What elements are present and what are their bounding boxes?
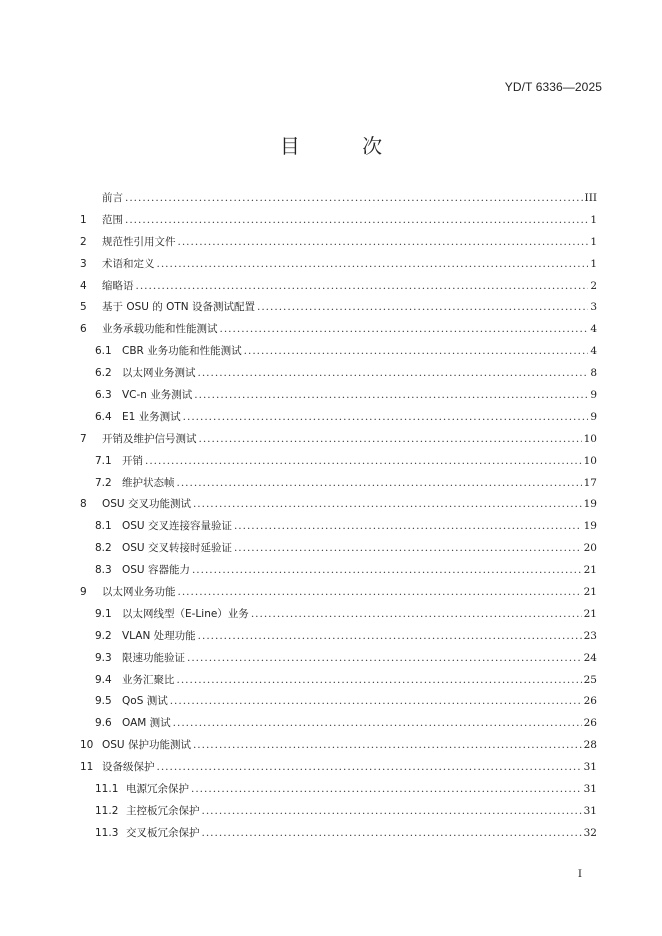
toc-entry-page: 31 — [583, 783, 597, 796]
toc-dot-leader — [157, 757, 582, 779]
toc-entry-number: 6 — [80, 323, 87, 336]
toc-entry[interactable] — [80, 341, 597, 363]
toc-dot-leader — [202, 801, 582, 823]
toc-entry-page: 10 — [583, 454, 597, 467]
toc-entry-number: 6.4 — [95, 410, 112, 423]
toc-entry[interactable] — [80, 473, 597, 495]
toc-entry-page: 4 — [590, 345, 597, 358]
toc-entry-title: 术语和定义 — [102, 257, 155, 270]
toc-dot-leader — [244, 341, 589, 363]
toc-entry-title: 业务承载功能和性能测试 — [102, 323, 218, 336]
toc-entry[interactable] — [80, 779, 597, 801]
toc-dot-leader — [220, 319, 589, 341]
toc-entry-number: 1 — [80, 213, 87, 226]
toc-entry-number: 2 — [80, 235, 87, 248]
toc-entry-page: 10 — [583, 432, 597, 445]
toc-entry-number: 11 — [80, 761, 94, 774]
toc-entry-number: 6.1 — [95, 345, 112, 358]
toc-dot-leader — [178, 582, 582, 604]
toc-entry[interactable] — [80, 713, 597, 735]
toc-entry-number: 9.1 — [95, 607, 112, 620]
toc-entry-page: 21 — [583, 586, 597, 599]
toc-dot-leader — [198, 363, 589, 385]
toc-entry[interactable] — [80, 385, 597, 407]
toc-entry[interactable] — [80, 516, 597, 538]
toc-entry[interactable] — [80, 582, 597, 604]
page-number: I — [577, 868, 582, 880]
toc-entry-page: 24 — [583, 651, 597, 664]
toc-entry[interactable] — [80, 188, 597, 210]
toc-dot-leader — [193, 494, 582, 516]
toc-entry-title: 以太网线型（E-Line）业务 — [122, 607, 249, 620]
toc-dot-leader — [136, 276, 589, 298]
toc-entry[interactable] — [80, 648, 597, 670]
toc-dot-leader — [177, 473, 582, 495]
toc-entry[interactable] — [80, 604, 597, 626]
toc-entry-page: 1 — [590, 235, 597, 248]
toc-entry-number: 8.1 — [95, 520, 112, 533]
toc-entry-number: 8.2 — [95, 542, 112, 555]
toc-entry[interactable] — [80, 801, 597, 823]
toc-entry-page: 21 — [583, 564, 597, 577]
toc-entry[interactable] — [80, 363, 597, 385]
toc-entry[interactable] — [80, 451, 597, 473]
toc-entry-page: 2 — [590, 279, 597, 292]
toc-entry-title: 维护状态帧 — [122, 476, 175, 489]
toc-dot-leader — [234, 538, 582, 560]
toc-dot-leader — [251, 604, 582, 626]
standard-code: YD/T 6336—2025 — [504, 80, 602, 94]
table-of-contents — [80, 188, 597, 845]
toc-entry-title: CBR 业务功能和性能测试 — [122, 345, 242, 358]
toc-entry-number: 6.2 — [95, 367, 112, 380]
toc-dot-leader — [178, 232, 589, 254]
toc-dot-leader — [198, 626, 582, 648]
toc-entry-title: 交叉板冗余保护 — [126, 826, 200, 839]
toc-entry-page: 1 — [590, 213, 597, 226]
toc-dot-leader — [199, 429, 582, 451]
toc-entry-page: 31 — [583, 761, 597, 774]
toc-entry-number: 9.3 — [95, 651, 112, 664]
toc-entry-page: 4 — [590, 323, 597, 336]
toc-entry[interactable] — [80, 538, 597, 560]
toc-dot-leader — [192, 560, 582, 582]
toc-entry[interactable] — [80, 735, 597, 757]
toc-entry-page: 19 — [583, 520, 597, 533]
toc-entry-page: 26 — [583, 717, 597, 730]
toc-entry-number: 9.6 — [95, 717, 112, 730]
toc-entry-page: 26 — [583, 695, 597, 708]
toc-entry[interactable] — [80, 297, 597, 319]
toc-entry-title: 开销及维护信号测试 — [102, 432, 197, 445]
toc-entry-title: OSU 容器能力 — [122, 564, 190, 577]
toc-entry[interactable] — [80, 319, 597, 341]
toc-entry-title: QoS 测试 — [122, 695, 168, 708]
toc-entry-title: OSU 交叉连接容量验证 — [122, 520, 232, 533]
page-title: 目 次 — [279, 134, 411, 158]
toc-entry[interactable] — [80, 232, 597, 254]
toc-entry[interactable] — [80, 626, 597, 648]
toc-entry[interactable] — [80, 691, 597, 713]
toc-entry-number: 11.1 — [95, 783, 119, 796]
toc-dot-leader — [173, 713, 582, 735]
toc-entry-title: OSU 交叉功能测试 — [102, 498, 191, 511]
toc-entry-page: 3 — [590, 301, 597, 314]
toc-entry[interactable] — [80, 407, 597, 429]
toc-entry-page: 20 — [583, 542, 597, 555]
toc-entry[interactable] — [80, 757, 597, 779]
toc-dot-leader — [194, 385, 588, 407]
toc-entry-page: 19 — [583, 498, 597, 511]
toc-entry[interactable] — [80, 210, 597, 232]
toc-entry[interactable] — [80, 254, 597, 276]
toc-entry-page: 1 — [590, 257, 597, 270]
toc-entry-number: 11.2 — [95, 804, 119, 817]
toc-entry-title: 基于 OSU 的 OTN 设备测试配置 — [102, 301, 255, 314]
toc-entry-page: 9 — [590, 389, 597, 402]
toc-entry-title: VLAN 处理功能 — [122, 629, 196, 642]
toc-dot-leader — [187, 648, 582, 670]
toc-dot-leader — [177, 670, 582, 692]
toc-entry-number: 5 — [80, 301, 87, 314]
toc-dot-leader — [125, 188, 583, 210]
toc-dot-leader — [145, 451, 582, 473]
toc-entry-number: 9.4 — [95, 673, 112, 686]
toc-entry[interactable] — [80, 276, 597, 298]
toc-entry-title: 开销 — [122, 454, 143, 467]
toc-entry-number: 3 — [80, 257, 87, 270]
toc-entry[interactable] — [80, 670, 597, 692]
toc-entry-title: E1 业务测试 — [122, 410, 181, 423]
toc-entry-number: 9.5 — [95, 695, 112, 708]
toc-entry-number: 7.2 — [95, 476, 112, 489]
toc-entry-title: 以太网业务功能 — [102, 586, 176, 599]
toc-entry-title: 规范性引用文件 — [102, 235, 176, 248]
toc-entry[interactable] — [80, 560, 597, 582]
toc-dot-leader — [202, 823, 582, 845]
toc-entry-title: 限速功能验证 — [122, 651, 185, 664]
toc-entry-page: 23 — [583, 629, 597, 642]
toc-dot-leader — [191, 779, 582, 801]
toc-entry-title: OSU 保护功能测试 — [102, 739, 191, 752]
toc-entry-number: 10 — [80, 739, 94, 752]
toc-entry-title: 以太网业务测试 — [122, 367, 196, 380]
toc-dot-leader — [257, 297, 588, 319]
toc-entry-title: 电源冗余保护 — [126, 783, 189, 796]
toc-entry-title: 业务汇聚比 — [122, 673, 175, 686]
toc-entry-title: 缩略语 — [102, 279, 134, 292]
toc-entry-number: 6.3 — [95, 389, 112, 402]
toc-entry-page: 21 — [583, 607, 597, 620]
toc-entry-number: 7.1 — [95, 454, 112, 467]
toc-entry-title: VC-n 业务测试 — [122, 389, 193, 402]
toc-entry-page: 25 — [583, 673, 597, 686]
toc-entry-page: 31 — [583, 804, 597, 817]
toc-entry-title: 主控板冗余保护 — [126, 804, 200, 817]
toc-dot-leader — [170, 691, 582, 713]
toc-entry-title: OAM 测试 — [122, 717, 171, 730]
toc-entry-page: 32 — [583, 826, 597, 839]
toc-entry-page: 17 — [583, 476, 597, 489]
toc-entry-number: 8 — [80, 498, 87, 511]
toc-dot-leader — [183, 407, 589, 429]
toc-entry-page: 8 — [590, 367, 597, 380]
toc-dot-leader — [125, 210, 588, 232]
toc-entry-number: 8.3 — [95, 564, 112, 577]
toc-entry-title: 设备级保护 — [102, 761, 155, 774]
toc-dot-leader — [157, 254, 589, 276]
toc-entry-number: 7 — [80, 432, 87, 445]
toc-entry-page: 28 — [583, 739, 597, 752]
toc-entry-number: 9 — [80, 586, 87, 599]
toc-entry[interactable] — [80, 429, 597, 451]
toc-entry-title: OSU 交叉转接时延验证 — [122, 542, 232, 555]
toc-entry[interactable] — [80, 494, 597, 516]
toc-entry-number: 4 — [80, 279, 87, 292]
toc-entry-title: 范围 — [102, 213, 123, 226]
toc-entry-page: 9 — [590, 410, 597, 423]
toc-entry-title: 前言 — [102, 192, 123, 204]
toc-dot-leader — [234, 516, 582, 538]
toc-entry[interactable] — [80, 823, 597, 845]
toc-entry-page: III — [584, 192, 597, 204]
toc-entry-number: 11.3 — [95, 826, 119, 839]
toc-dot-leader — [193, 735, 582, 757]
toc-entry-number: 9.2 — [95, 629, 112, 642]
